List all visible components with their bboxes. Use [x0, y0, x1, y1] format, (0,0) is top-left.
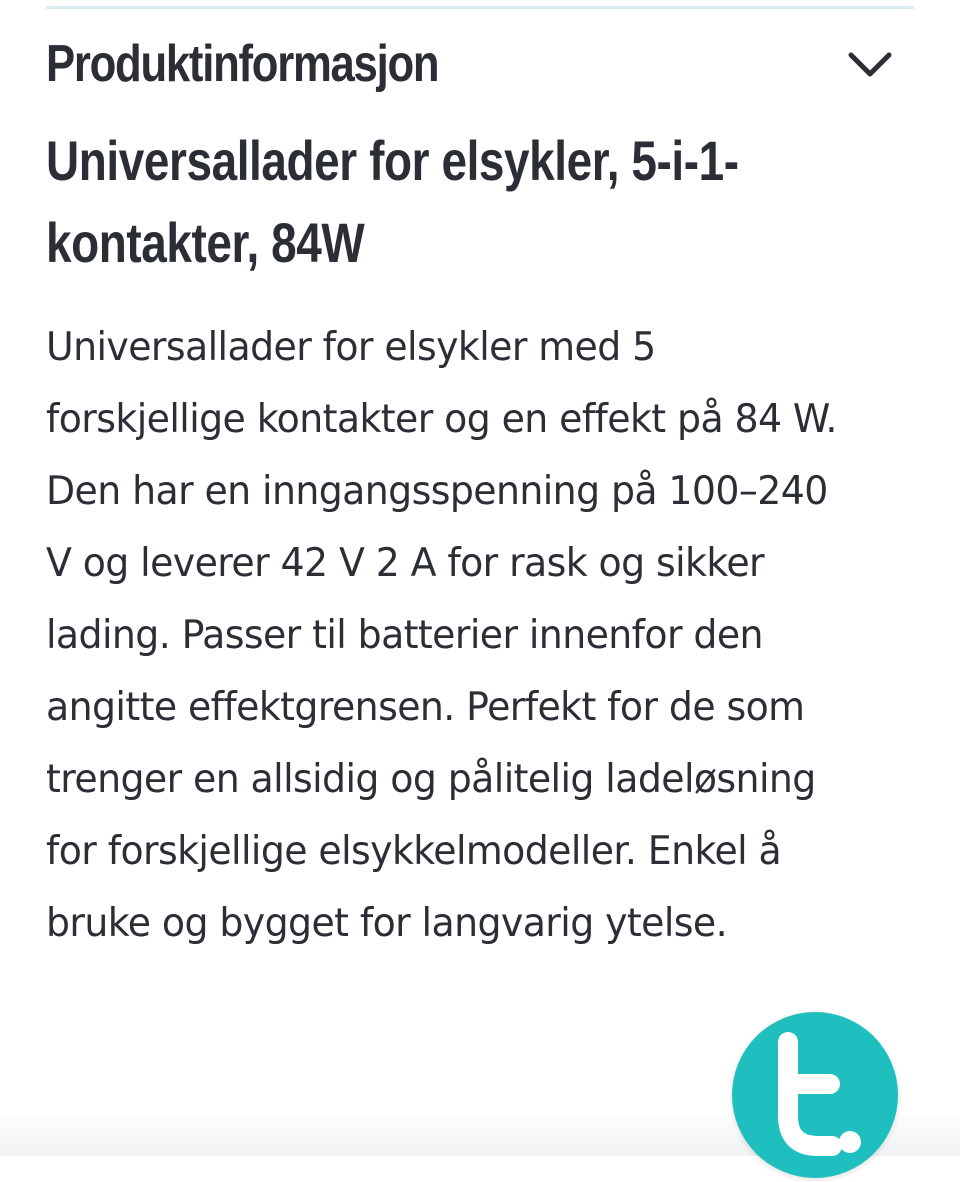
product-title: Universallader for elsykler, 5-i-1-kontakter, 84W	[46, 129, 739, 274]
product-info-accordion-header[interactable]	[46, 24, 896, 104]
chevron-down-icon[interactable]	[844, 44, 896, 84]
brand-badge-button[interactable]	[732, 1012, 898, 1178]
section-title: Produktinformasjon	[46, 35, 439, 93]
brand-logo-icon	[732, 1012, 898, 1178]
product-description: Universallader for elsykler med 5 forskjellige kontakter og en effekt på 84 W. Den har en inngangsspenning på 100–240 V og leverer 42 V 2 A for rask og sikker lading. Passer til batterier innenfor den angitte effektgrensen. Perfekt for de som trenger en allsidig og pålitelig ladeløsning for forskjellige elsykkelmodeller. Enkel å bruke og bygget for langvarig ytelse.	[46, 325, 837, 946]
top-divider	[46, 6, 914, 9]
